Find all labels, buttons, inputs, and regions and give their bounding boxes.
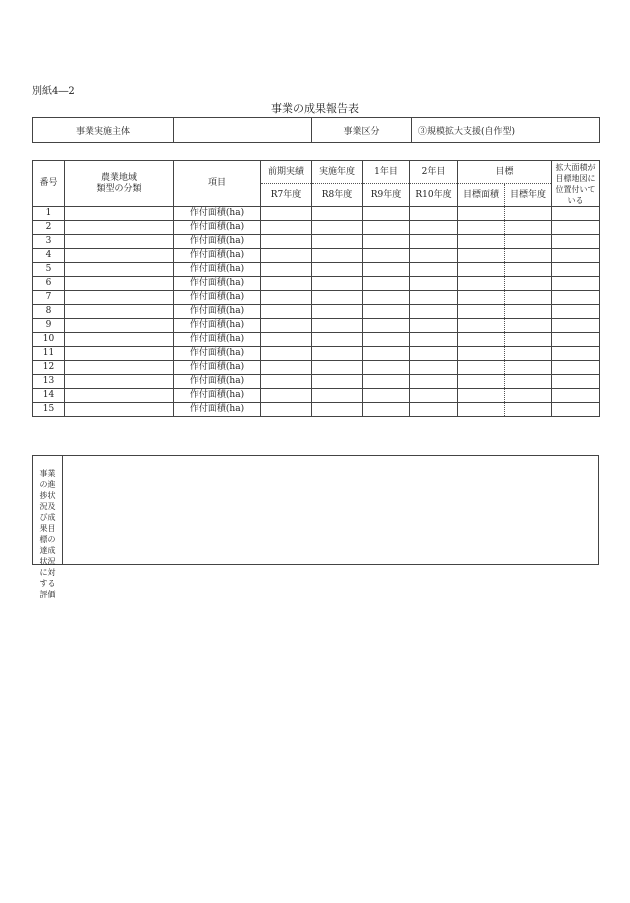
category-label: 事業区分 <box>312 118 412 143</box>
row-target-area[interactable] <box>458 375 505 389</box>
row-r9-value[interactable] <box>363 361 410 375</box>
row-r8-value[interactable] <box>312 375 363 389</box>
header-region <box>65 161 174 207</box>
table-row <box>33 389 600 403</box>
row-r10-value[interactable] <box>410 333 458 347</box>
row-target-year[interactable] <box>505 333 552 347</box>
row-r7-value[interactable] <box>261 221 312 235</box>
row-r8-value[interactable] <box>312 389 363 403</box>
table-row <box>33 403 600 417</box>
row-target-year[interactable] <box>505 389 552 403</box>
row-map-position[interactable] <box>552 403 600 417</box>
row-item: 作付面積(ha) <box>174 347 261 361</box>
row-r9-value[interactable] <box>363 249 410 263</box>
row-map-position[interactable] <box>552 249 600 263</box>
row-r7-value[interactable] <box>261 263 312 277</box>
row-target-area[interactable] <box>458 403 505 417</box>
table-row <box>33 221 600 235</box>
row-r7-value[interactable] <box>261 347 312 361</box>
category-value[interactable]: ③規模拡大支援(自作型) <box>412 118 600 143</box>
row-region[interactable] <box>65 305 174 319</box>
row-number: 15 <box>33 403 65 417</box>
header-year2: 2年目 <box>410 161 458 184</box>
row-target-area[interactable] <box>458 291 505 305</box>
row-r7-value[interactable] <box>261 305 312 319</box>
table-row <box>33 263 600 277</box>
header-target-area: 目標面積 <box>458 184 505 207</box>
row-map-position[interactable] <box>552 347 600 361</box>
row-target-area[interactable] <box>458 235 505 249</box>
row-item: 作付面積(ha) <box>174 249 261 263</box>
row-r8-value[interactable] <box>312 249 363 263</box>
row-r9-value[interactable] <box>363 333 410 347</box>
row-region[interactable] <box>65 249 174 263</box>
row-target-year[interactable] <box>505 319 552 333</box>
row-region[interactable] <box>65 207 174 221</box>
row-r9-value[interactable] <box>363 319 410 333</box>
row-region[interactable] <box>65 375 174 389</box>
row-item: 作付面積(ha) <box>174 305 261 319</box>
row-r7-value[interactable] <box>261 361 312 375</box>
header-region-line2: 類型の分類 <box>96 183 142 194</box>
row-region[interactable] <box>65 389 174 403</box>
row-map-position[interactable] <box>552 235 600 249</box>
row-r9-value[interactable] <box>363 221 410 235</box>
header-r10: R10年度 <box>410 184 458 207</box>
row-region[interactable] <box>65 277 174 291</box>
row-r10-value[interactable] <box>410 305 458 319</box>
header-r8: R8年度 <box>312 184 363 207</box>
row-number: 1 <box>33 207 65 221</box>
row-map-position[interactable] <box>552 305 600 319</box>
header-item: 項目 <box>174 161 261 207</box>
table-row <box>33 375 600 389</box>
row-target-area[interactable] <box>458 305 505 319</box>
row-item: 作付面積(ha) <box>174 375 261 389</box>
row-map-position[interactable] <box>552 389 600 403</box>
row-target-year[interactable] <box>505 207 552 221</box>
row-item: 作付面積(ha) <box>174 389 261 403</box>
row-region[interactable] <box>65 403 174 417</box>
row-r8-value[interactable] <box>312 291 363 305</box>
header-prev: 前期実績 <box>261 161 312 184</box>
row-r9-value[interactable] <box>363 263 410 277</box>
row-r10-value[interactable] <box>410 207 458 221</box>
evaluation-label: 事業の進捗状況及び成果目標の達成状況に対する評価 <box>33 456 63 564</box>
row-r7-value[interactable] <box>261 277 312 291</box>
table-row <box>33 361 600 375</box>
row-target-area[interactable] <box>458 319 505 333</box>
row-target-area[interactable] <box>458 347 505 361</box>
row-map-position[interactable] <box>552 221 600 235</box>
row-number: 7 <box>33 291 65 305</box>
row-item: 作付面積(ha) <box>174 207 261 221</box>
table-row <box>33 235 600 249</box>
header-r7: R7年度 <box>261 184 312 207</box>
document-label: 別紙4―2 <box>32 86 75 97</box>
row-r7-value[interactable] <box>261 375 312 389</box>
row-target-year[interactable] <box>505 305 552 319</box>
summary-table <box>32 117 600 143</box>
row-r9-value[interactable] <box>363 305 410 319</box>
row-number: 5 <box>33 263 65 277</box>
row-region[interactable] <box>65 291 174 305</box>
header-target: 目標 <box>458 161 552 184</box>
row-map-position[interactable] <box>552 319 600 333</box>
row-r10-value[interactable] <box>410 277 458 291</box>
row-target-year[interactable] <box>505 403 552 417</box>
row-target-year[interactable] <box>505 263 552 277</box>
row-r10-value[interactable] <box>410 389 458 403</box>
row-target-area[interactable] <box>458 361 505 375</box>
row-r7-value[interactable] <box>261 291 312 305</box>
row-item: 作付面積(ha) <box>174 291 261 305</box>
row-map-position[interactable] <box>552 333 600 347</box>
row-r10-value[interactable] <box>410 249 458 263</box>
row-number: 2 <box>33 221 65 235</box>
row-r10-value[interactable] <box>410 319 458 333</box>
implementer-label: 事業実施主体 <box>33 118 174 143</box>
header-r9: R9年度 <box>363 184 410 207</box>
row-r8-value[interactable] <box>312 403 363 417</box>
row-item: 作付面積(ha) <box>174 361 261 375</box>
row-r9-value[interactable] <box>363 347 410 361</box>
table-row <box>33 305 600 319</box>
row-r9-value[interactable] <box>363 291 410 305</box>
table-row <box>33 249 600 263</box>
implementer-value[interactable] <box>174 118 312 143</box>
table-row <box>33 333 600 347</box>
row-target-year[interactable] <box>505 291 552 305</box>
row-number: 8 <box>33 305 65 319</box>
header-region-line1: 農業地域 <box>100 172 137 183</box>
row-r10-value[interactable] <box>410 221 458 235</box>
row-target-year[interactable] <box>505 235 552 249</box>
row-target-area[interactable] <box>458 263 505 277</box>
row-map-position[interactable] <box>552 361 600 375</box>
table-row <box>33 277 600 291</box>
row-number: 14 <box>33 389 65 403</box>
row-item: 作付面積(ha) <box>174 277 261 291</box>
row-number: 11 <box>33 347 65 361</box>
row-r8-value[interactable] <box>312 333 363 347</box>
row-r8-value[interactable] <box>312 221 363 235</box>
row-r10-value[interactable] <box>410 235 458 249</box>
row-target-year[interactable] <box>505 277 552 291</box>
row-target-area[interactable] <box>458 221 505 235</box>
table-row <box>33 319 600 333</box>
row-item: 作付面積(ha) <box>174 263 261 277</box>
row-r9-value[interactable] <box>363 375 410 389</box>
header-impl: 実施年度 <box>312 161 363 184</box>
header-number: 番号 <box>33 161 65 207</box>
row-item: 作付面積(ha) <box>174 221 261 235</box>
header-target-year: 目標年度 <box>505 184 552 207</box>
row-r7-value[interactable] <box>261 389 312 403</box>
row-r8-value[interactable] <box>312 347 363 361</box>
row-item: 作付面積(ha) <box>174 235 261 249</box>
row-region[interactable] <box>65 347 174 361</box>
row-target-area[interactable] <box>458 207 505 221</box>
document-title: 事業の成果報告表 <box>271 102 359 115</box>
header-year1: 1年目 <box>363 161 410 184</box>
row-target-year[interactable] <box>505 375 552 389</box>
row-number: 12 <box>33 361 65 375</box>
row-r8-value[interactable] <box>312 207 363 221</box>
row-map-position[interactable] <box>552 375 600 389</box>
row-region[interactable] <box>65 221 174 235</box>
row-number: 13 <box>33 375 65 389</box>
row-map-position[interactable] <box>552 291 600 305</box>
row-number: 3 <box>33 235 65 249</box>
row-r8-value[interactable] <box>312 319 363 333</box>
row-r8-value[interactable] <box>312 263 363 277</box>
row-r9-value[interactable] <box>363 235 410 249</box>
row-target-year[interactable] <box>505 221 552 235</box>
row-target-area[interactable] <box>458 249 505 263</box>
row-region[interactable] <box>65 361 174 375</box>
table-row <box>33 207 600 221</box>
row-r10-value[interactable] <box>410 291 458 305</box>
table-row <box>33 291 600 305</box>
row-item: 作付面積(ha) <box>174 319 261 333</box>
row-r10-value[interactable] <box>410 263 458 277</box>
row-r7-value[interactable] <box>261 207 312 221</box>
row-region[interactable] <box>65 319 174 333</box>
row-r9-value[interactable] <box>363 389 410 403</box>
row-number: 10 <box>33 333 65 347</box>
row-r8-value[interactable] <box>312 235 363 249</box>
row-r7-value[interactable] <box>261 319 312 333</box>
row-map-position[interactable] <box>552 263 600 277</box>
row-target-year[interactable] <box>505 361 552 375</box>
row-r10-value[interactable] <box>410 375 458 389</box>
row-item: 作付面積(ha) <box>174 333 261 347</box>
evaluation-content[interactable] <box>67 460 594 560</box>
row-map-position[interactable] <box>552 207 600 221</box>
header-map-position: 拡大面積が目標地図に位置付いている <box>552 161 600 207</box>
row-region[interactable] <box>65 333 174 347</box>
row-item: 作付面積(ha) <box>174 403 261 417</box>
results-table <box>32 160 600 417</box>
row-number: 9 <box>33 319 65 333</box>
row-region[interactable] <box>65 263 174 277</box>
row-r8-value[interactable] <box>312 361 363 375</box>
row-number: 4 <box>33 249 65 263</box>
row-r10-value[interactable] <box>410 361 458 375</box>
row-target-year[interactable] <box>505 249 552 263</box>
row-map-position[interactable] <box>552 277 600 291</box>
row-target-area[interactable] <box>458 333 505 347</box>
row-target-area[interactable] <box>458 277 505 291</box>
row-r7-value[interactable] <box>261 235 312 249</box>
row-number: 6 <box>33 277 65 291</box>
row-r8-value[interactable] <box>312 305 363 319</box>
row-r7-value[interactable] <box>261 249 312 263</box>
table-row <box>33 347 600 361</box>
row-target-area[interactable] <box>458 389 505 403</box>
row-r9-value[interactable] <box>363 277 410 291</box>
row-region[interactable] <box>65 235 174 249</box>
row-r8-value[interactable] <box>312 277 363 291</box>
evaluation-box <box>32 455 599 599</box>
row-r10-value[interactable] <box>410 347 458 361</box>
row-r10-value[interactable] <box>410 403 458 417</box>
row-r7-value[interactable] <box>261 333 312 347</box>
row-r9-value[interactable] <box>363 207 410 221</box>
row-r9-value[interactable] <box>363 403 410 417</box>
row-target-year[interactable] <box>505 347 552 361</box>
row-r7-value[interactable] <box>261 403 312 417</box>
